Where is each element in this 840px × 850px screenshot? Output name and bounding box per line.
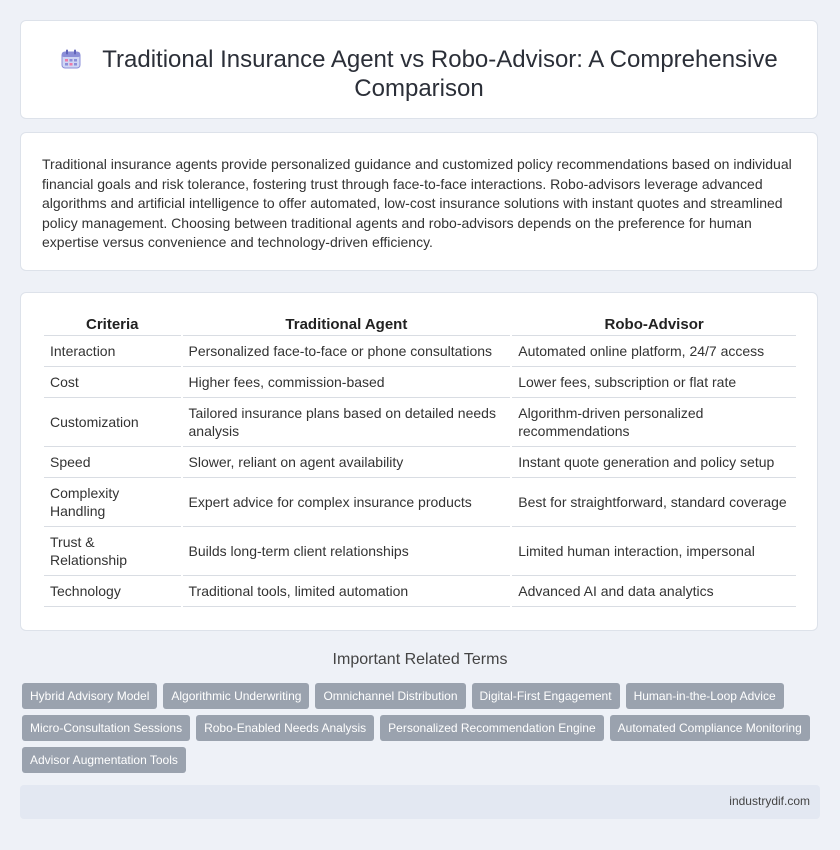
related-term-tag[interactable]: Algorithmic Underwriting [163,683,309,709]
table-row [44,398,796,447]
related-terms-list [22,683,822,779]
related-term-tag[interactable]: Hybrid Advisory Model [22,683,157,709]
table-row [44,527,796,576]
criteria-cell: Complexity Handling [44,478,181,527]
table-row [44,336,796,367]
footer-site-link[interactable]: industrydif.com [729,794,810,808]
table-header-row [44,315,796,336]
traditional-cell: Personalized face-to-face or phone consultations [183,336,511,367]
header-robo-advisor: Robo-Advisor [512,315,796,336]
related-term-tag[interactable]: Automated Compliance Monitoring [610,715,810,741]
header-criteria: Criteria [44,315,181,336]
related-term-tag[interactable]: Advisor Augmentation Tools [22,747,186,773]
robo-cell: Algorithm-driven personalized recommendations [512,398,796,447]
traditional-cell: Expert advice for complex insurance products [183,478,511,527]
robo-cell: Automated online platform, 24/7 access [512,336,796,367]
footer [20,785,820,819]
page-title [21,45,817,103]
criteria-cell: Interaction [44,336,181,367]
table-row [44,478,796,527]
table-row [44,447,796,478]
related-term-tag[interactable]: Robo-Enabled Needs Analysis [196,715,374,741]
comparison-card [20,292,818,631]
page-title-text: Traditional Insurance Agent vs Robo-Advisor: A Comprehensive Comparison [102,46,778,102]
related-term-tag[interactable]: Omnichannel Distribution [315,683,465,709]
traditional-cell: Tailored insurance plans based on detailed needs analysis [183,398,511,447]
related-terms-title: Important Related Terms [332,651,508,668]
robo-cell: Lower fees, subscription or flat rate [512,367,796,398]
criteria-cell: Customization [44,398,181,447]
criteria-cell: Trust & Relationship [44,527,181,576]
related-term-tag[interactable]: Digital-First Engagement [472,683,620,709]
robo-cell: Best for straightforward, standard coverage [512,478,796,527]
table-row [44,576,796,607]
robo-cell: Advanced AI and data analytics [512,576,796,607]
criteria-cell: Technology [44,576,181,607]
related-term-tag[interactable]: Human-in-the-Loop Advice [626,683,784,709]
related-term-tag[interactable]: Micro-Consultation Sessions [22,715,190,741]
criteria-cell: Speed [44,447,181,478]
comparison-table [42,315,798,607]
traditional-cell: Slower, reliant on agent availability [183,447,511,478]
robo-cell: Instant quote generation and policy setup [512,447,796,478]
calendar-icon [60,48,82,70]
criteria-cell: Cost [44,367,181,398]
robo-cell: Limited human interaction, impersonal [512,527,796,576]
title-card [20,20,818,119]
traditional-cell: Traditional tools, limited automation [183,576,511,607]
intro-card [20,132,818,271]
intro-paragraph: Traditional insurance agents provide personalized guidance and customized policy recommendations based on individual financial goals and risk tolerance, fostering trust through face-to-face interactions. Robo-advisors leverage advanced algorithms and artificial intelligence to offer automated, low-cost insurance solutions with instant quotes and streamlined policy management. Choosing between traditional agents and robo-advisors depends on the preference for human expertise versus convenience and technology-driven efficiency. [42,156,792,251]
traditional-cell: Higher fees, commission-based [183,367,511,398]
header-traditional-agent: Traditional Agent [183,315,511,336]
table-row [44,367,796,398]
traditional-cell: Builds long-term client relationships [183,527,511,576]
related-term-tag[interactable]: Personalized Recommendation Engine [380,715,603,741]
